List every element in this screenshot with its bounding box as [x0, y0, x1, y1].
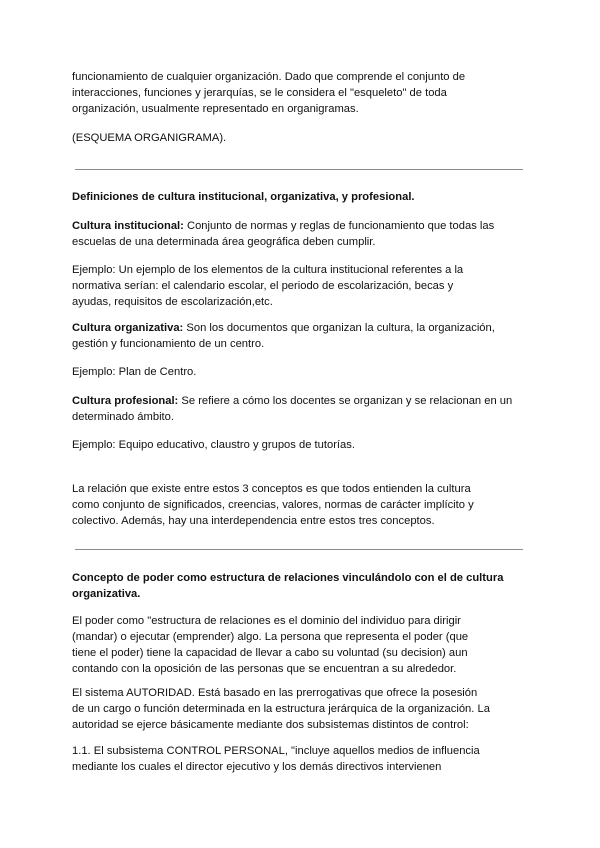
example-line: normativa serían: el calendario escolar, el periodo de escolarización, becas y	[72, 280, 454, 292]
section1-heading	[72, 189, 532, 205]
example-line: Ejemplo: Equipo educativo, claustro y grupos de tutorías.	[72, 439, 355, 451]
intro-paragraph	[72, 69, 532, 117]
authority-paragraph	[72, 685, 532, 733]
relation-line: La relación que existe entre estos 3 conceptos es que todos entienden la cultura	[72, 483, 471, 495]
power-line: (mandar) o ejecutar (emprender) algo. La persona que representa el poder (que	[72, 631, 469, 643]
section-heading-text: organizativa.	[72, 588, 141, 600]
power-line: contando con la oposición de las personas que se encuentran a su alrededor.	[72, 663, 457, 675]
definition-text: determinado ámbito.	[72, 411, 174, 423]
subsystem-line: 1.1. El subsistema CONTROL PERSONAL, "incluye aquellos medios de influencia	[72, 745, 480, 757]
authority-line: autoridad se ejerce básicamente mediante dos subsistemas distintos de control:	[72, 719, 469, 731]
cultura-profesional-paragraph	[72, 393, 532, 425]
relation-paragraph	[72, 481, 532, 529]
cultura-institucional-paragraph	[72, 218, 532, 250]
schema-note-text: (ESQUEMA ORGANIGRAMA).	[72, 132, 227, 144]
section2-heading	[72, 570, 532, 602]
definition-text: escuelas de una determinada área geográfica deben cumplir.	[72, 236, 376, 248]
schema-note	[72, 130, 532, 146]
section-divider	[75, 169, 523, 170]
section-divider	[75, 549, 523, 550]
term-label: Cultura institucional:	[72, 220, 184, 232]
example-line: Ejemplo: Plan de Centro.	[72, 366, 197, 378]
definition-text: Son los documentos que organizan la cultura, la organización,	[183, 322, 495, 334]
cultura-organizativa-paragraph	[72, 320, 532, 352]
subsystem-line: mediante los cuales el director ejecutivo y los demás directivos intervienen	[72, 761, 442, 773]
section-heading-text: Definiciones de cultura institucional, organizativa, y profesional.	[72, 191, 415, 203]
definition-text: Conjunto de normas y reglas de funcionamiento que todas las	[183, 220, 495, 232]
relation-line: colectivo. Además, hay una interdependencia entre estos tres conceptos.	[72, 515, 435, 527]
organizativa-example	[72, 364, 532, 380]
intro-line: interacciones, funciones y jerarquías, se le considera el "esqueleto" de toda	[72, 87, 447, 99]
intro-line: organización, usualmente representado en organigramas.	[72, 103, 359, 115]
example-line: ayudas, requisitos de escolarización,etc.	[72, 296, 273, 308]
power-line: tiene el poder) tiene la capacidad de llevar a cabo su voluntad (su decision) aun	[72, 647, 468, 659]
institucional-example	[72, 262, 532, 310]
term-label: Cultura profesional:	[72, 395, 179, 407]
section-heading-text: Concepto de poder como estructura de relaciones vinculándolo con el de cultura	[72, 572, 504, 584]
intro-line: funcionamiento de cualquier organización. Dado que comprende el conjunto de	[72, 71, 466, 83]
term-label: Cultura organizativa:	[72, 322, 184, 334]
example-line: Ejemplo: Un ejemplo de los elementos de la cultura institucional referentes a la	[72, 264, 464, 276]
authority-line: de un cargo o función determinada en la estructura jerárquica de la organización. La	[72, 703, 490, 715]
profesional-example	[72, 437, 532, 453]
definition-text: Se refiere a cómo los docentes se organizan y se relacionan en un	[178, 395, 513, 407]
relation-line: como conjunto de significados, creencias, valores, normas de carácter implícito y	[72, 499, 474, 511]
authority-line: El sistema AUTORIDAD. Está basado en las prerrogativas que ofrece la posesión	[72, 687, 478, 699]
power-line: El poder como "estructura de relaciones es el dominio del individuo para dirigir	[72, 615, 461, 627]
subsystem-paragraph	[72, 743, 532, 775]
definition-text: gestión y funcionamiento de un centro.	[72, 338, 265, 350]
power-paragraph	[72, 613, 532, 677]
